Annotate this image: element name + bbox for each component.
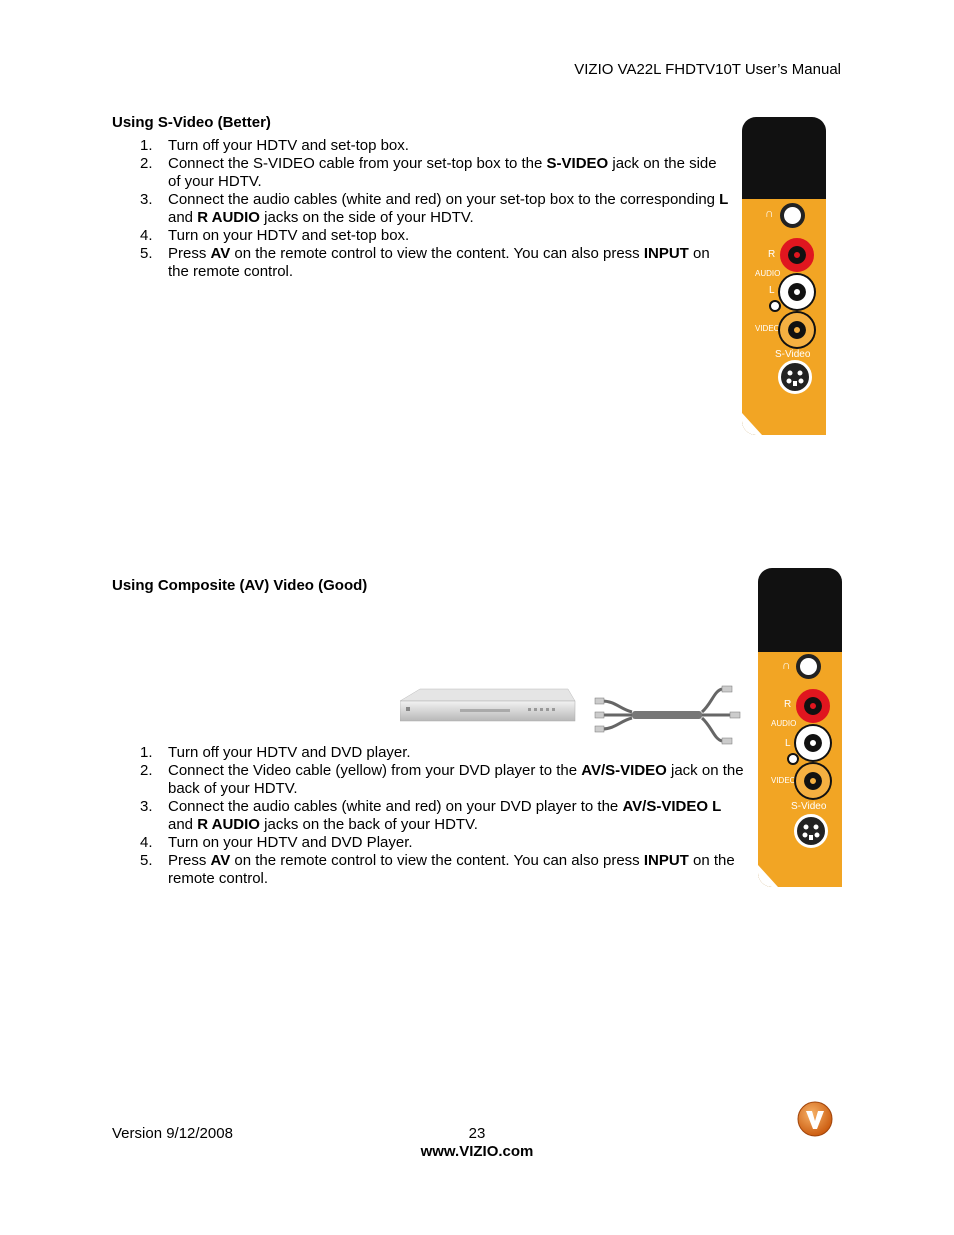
list-item xyxy=(140,137,730,155)
list-item-text xyxy=(168,245,730,281)
footer-page-number: 23 xyxy=(468,1125,486,1142)
panel-label-svideo: S-Video xyxy=(775,349,811,360)
list-item xyxy=(140,191,730,227)
headphone-icon: ∩ xyxy=(765,206,774,220)
list-item-text xyxy=(168,137,730,155)
emphasis-text: R AUDIO xyxy=(197,209,260,226)
emphasis-text: S-VIDEO xyxy=(546,155,609,172)
text-run: Turn off your HDTV and DVD player. xyxy=(168,744,411,761)
text-run: Connect the S-VIDEO cable from your set-top box to the xyxy=(168,155,547,172)
text-run: Connect the Video cable (yellow) from your DVD player to the xyxy=(168,762,582,779)
emphasis-text: AV/S-VIDEO L xyxy=(622,798,722,815)
panel-corner-cut xyxy=(758,865,778,887)
section1-steps xyxy=(140,137,730,281)
text-run: jack on the back of your HDTV. xyxy=(168,762,744,797)
text-run: and xyxy=(168,816,198,833)
panel-label-l: L xyxy=(785,738,791,749)
text-run: on the remote control to view the content. You can also press xyxy=(230,245,644,262)
text-run: jacks on the side of your HDTV. xyxy=(259,209,474,226)
list-item-text xyxy=(168,744,745,762)
text-run: Turn on your HDTV and DVD Player. xyxy=(168,834,413,851)
emphasis-text: R AUDIO xyxy=(197,816,260,833)
list-item xyxy=(140,834,745,852)
list-item-number: 2. xyxy=(140,762,153,779)
side-panel-jacks-1 xyxy=(742,117,826,435)
list-item-text xyxy=(168,191,730,227)
panel-label-video: VIDEO xyxy=(755,324,780,333)
emphasis-text: AV xyxy=(210,852,231,869)
list-item-text xyxy=(168,834,745,852)
svideo-jack xyxy=(794,814,828,848)
text-run: Press xyxy=(168,245,211,262)
panel-label-svideo: S-Video xyxy=(791,801,827,812)
text-run: Turn off your HDTV and set-top box. xyxy=(168,137,409,154)
list-item-text xyxy=(168,798,745,834)
page-header: VIZIO VA22L FHDTV10T User’s Manual xyxy=(574,61,841,78)
indicator-led xyxy=(769,300,781,312)
section2-steps xyxy=(140,744,745,888)
audio-r-jack xyxy=(796,689,830,723)
list-item-number: 3. xyxy=(140,798,153,815)
emphasis-text: AV xyxy=(210,245,231,262)
list-item-text xyxy=(168,155,730,191)
footer-url: www.VIZIO.com xyxy=(420,1143,534,1160)
emphasis-text: L xyxy=(719,191,729,208)
list-item-number: 5. xyxy=(140,245,153,262)
text-run: jack on the side of your HDTV. xyxy=(168,155,717,190)
text-run: jacks on the back of your HDTV. xyxy=(259,816,478,833)
list-item xyxy=(140,762,745,798)
list-item-number: 1. xyxy=(140,137,153,154)
list-item-number: 2. xyxy=(140,155,153,172)
video-jack xyxy=(780,313,814,347)
list-item-text xyxy=(168,227,730,245)
footer-version: Version 9/12/2008 xyxy=(112,1125,233,1142)
headphone-jack xyxy=(796,654,821,679)
list-item-text xyxy=(168,762,745,798)
audio-l-jack xyxy=(796,726,830,760)
emphasis-text: INPUT xyxy=(643,852,689,869)
vizio-logo-icon xyxy=(797,1101,833,1137)
audio-l-jack xyxy=(780,275,814,309)
list-item xyxy=(140,155,730,191)
panel-corner-cut xyxy=(742,413,762,435)
text-run: Press xyxy=(168,852,211,869)
svideo-jack xyxy=(778,360,812,394)
side-panel-jacks-2 xyxy=(758,568,842,887)
text-run: on the remote control. xyxy=(168,852,735,887)
video-jack xyxy=(796,764,830,798)
emphasis-text: AV/S-VIDEO xyxy=(581,762,667,779)
panel-label-audio: AUDIO xyxy=(771,719,797,728)
list-item-number: 4. xyxy=(140,834,153,851)
list-item xyxy=(140,227,730,245)
headphone-jack xyxy=(780,203,805,228)
text-run: on the remote control. xyxy=(168,245,710,280)
text-run: Connect the audio cables (white and red) on your DVD player to the xyxy=(168,798,623,815)
list-item-number: 5. xyxy=(140,852,153,869)
panel-label-video: VIDEO xyxy=(771,776,796,785)
headphone-icon: ∩ xyxy=(782,658,791,672)
list-item xyxy=(140,852,745,888)
panel-label-audio: AUDIO xyxy=(755,269,781,278)
indicator-led xyxy=(787,753,799,765)
audio-r-jack xyxy=(780,238,814,272)
text-run: Connect the audio cables (white and red) on your set-top box to the corresponding xyxy=(168,191,720,208)
dvd-player-and-av-cable-illustration xyxy=(400,683,745,749)
section1-heading: Using S-Video (Better) xyxy=(112,114,271,131)
list-item-number: 4. xyxy=(140,227,153,244)
list-item-number: 3. xyxy=(140,191,153,208)
panel-label-r: R xyxy=(768,249,776,260)
emphasis-text: INPUT xyxy=(643,245,689,262)
panel-label-l: L xyxy=(769,285,775,296)
section2-heading: Using Composite (AV) Video (Good) xyxy=(112,577,368,594)
text-run: Turn on your HDTV and set-top box. xyxy=(168,227,410,244)
text-run: and xyxy=(168,209,198,226)
list-item-number: 1. xyxy=(140,744,153,761)
text-run: on the remote control to view the content. You can also press xyxy=(230,852,644,869)
list-item xyxy=(140,744,745,762)
panel-label-r: R xyxy=(784,699,792,710)
list-item-text xyxy=(168,852,745,888)
list-item xyxy=(140,798,745,834)
list-item xyxy=(140,245,730,281)
